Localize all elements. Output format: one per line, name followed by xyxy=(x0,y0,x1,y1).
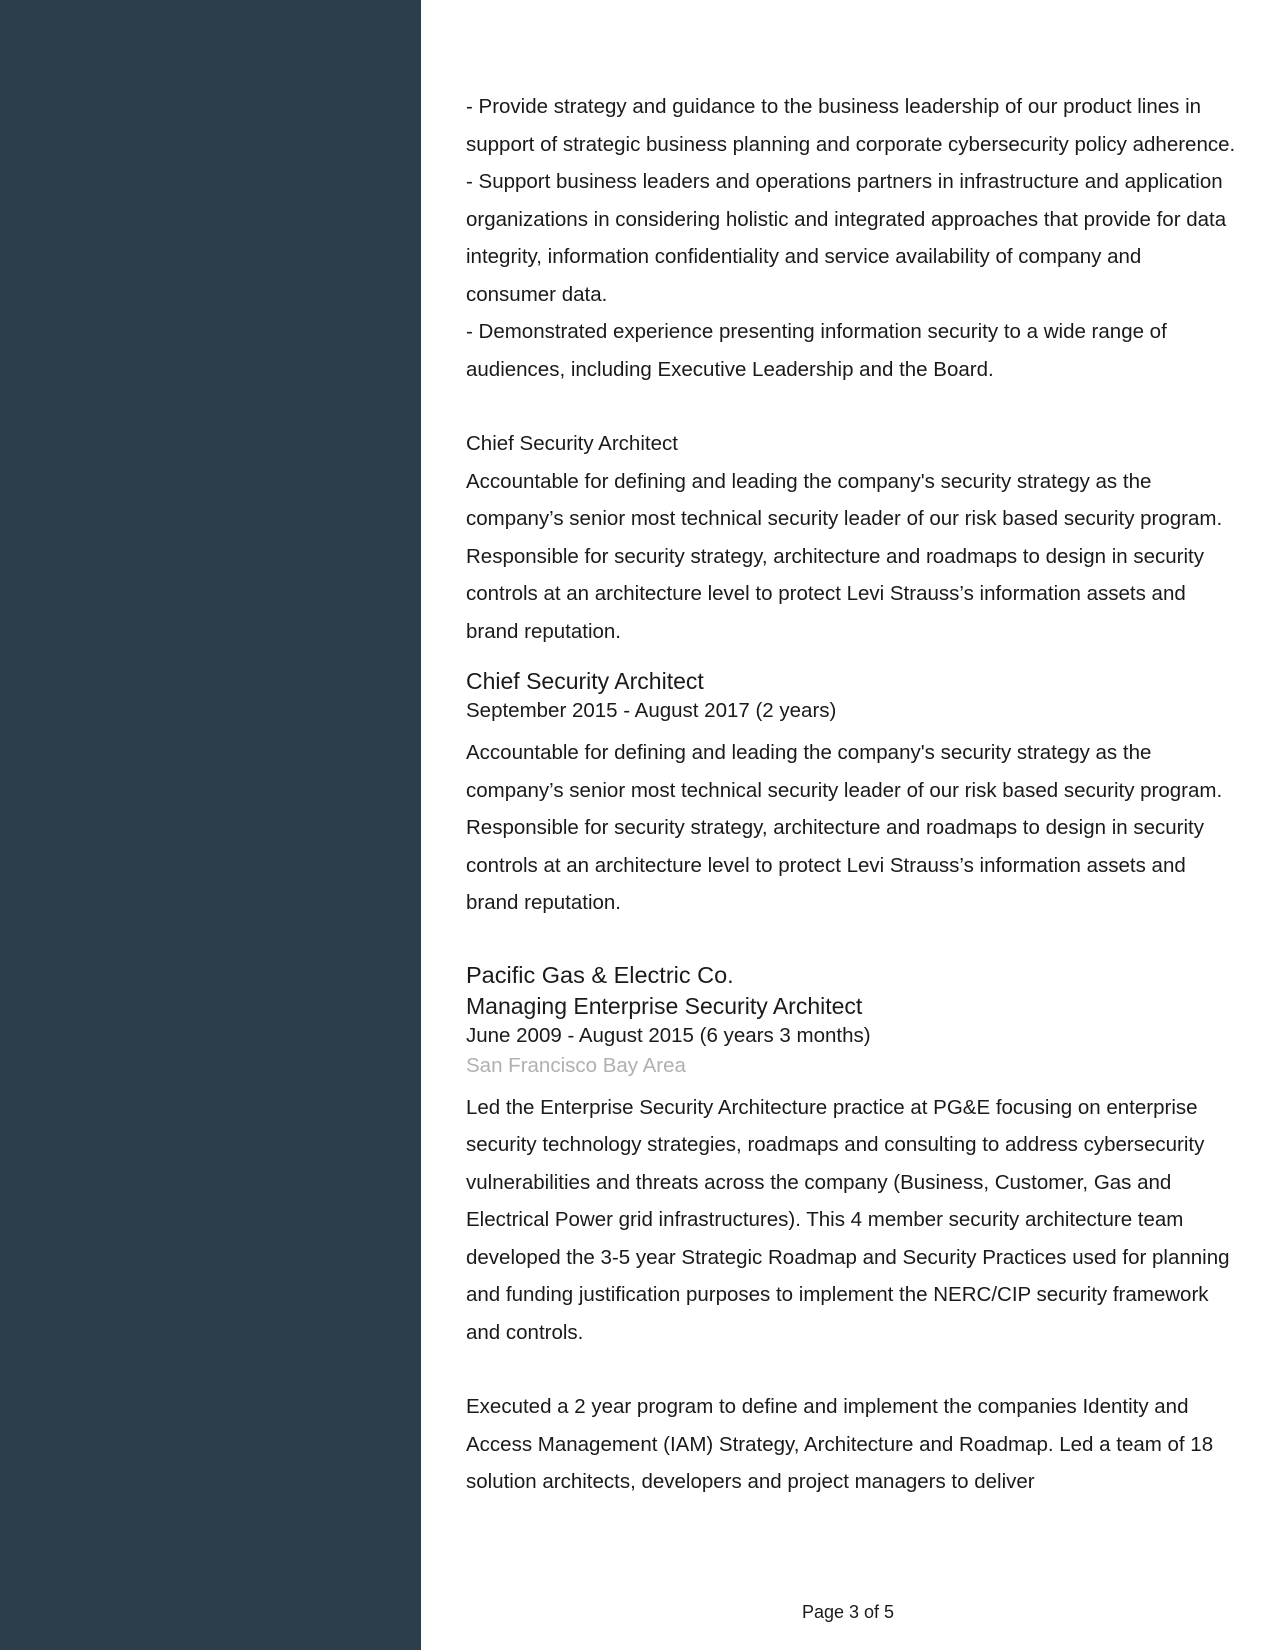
company-entry xyxy=(466,959,1236,1501)
position-description: Led the Enterprise Security Architecture practice at PG&E focusing on enterprise security technology strategies, roadmaps and consulting to address cybersecurity vulnerabilities and threats across the company (Business, Customer, Gas and Electrical Power grid infrastructures). This 4 member security architecture team developed the 3-5 year Strategic Roadmap and Security Practices used for planning and funding justification purposes to implement the NERC/CIP security framework and controls. xyxy=(466,1095,1230,1344)
bullet-item: - Demonstrated experience presenting information security to a wide range of audiences, including Executive Leadership and the Board. xyxy=(466,320,1167,381)
page-number: Page 3 of 5 xyxy=(801,1602,895,1622)
role-title: Chief Security Architect xyxy=(466,432,678,455)
bullet-list xyxy=(466,88,1236,388)
sidebar-panel xyxy=(0,0,421,1650)
position-entry xyxy=(466,666,1236,922)
position-location: San Francisco Bay Area xyxy=(466,1053,686,1077)
role-block xyxy=(466,425,1236,650)
position-dates: June 2009 - August 2015 (6 years 3 months) xyxy=(466,1023,871,1047)
company-name: Pacific Gas & Electric Co. xyxy=(466,961,734,988)
position-title: Managing Enterprise Security Architect xyxy=(466,992,863,1019)
position-dates: September 2015 - August 2017 (2 years) xyxy=(466,699,837,722)
bullet-item: - Provide strategy and guidance to the business leadership of our product lines in support of strategic business planning and corporate cybersecurity policy adherence. xyxy=(466,95,1236,156)
role-description: Accountable for defining and leading the company's security strategy as the company’s senior most technical security leader of our risk based security program. Responsible for security strategy, architecture and roadmaps to design in security controls at an architecture level to protect Levi Strauss’s information assets and brand reputation. xyxy=(466,469,1223,643)
resume-main-content xyxy=(466,88,1236,1501)
position-description-continued: Executed a 2 year program to define and implement the companies Identity and Access Management (IAM) Strategy, Architecture and Roadmap. Led a team of 18 solution architects, developers and project managers to deliver xyxy=(466,1395,1214,1493)
position-title: Chief Security Architect xyxy=(466,668,704,694)
position-description: Accountable for defining and leading the company's security strategy as the company’s senior most technical security leader of our risk based security program. Responsible for security strategy, architecture and roadmaps to design in security controls at an architecture level to protect Levi Strauss’s information assets and brand reputation. xyxy=(466,741,1223,914)
bullet-item: - Support business leaders and operations partners in infrastructure and application organizations in considering holistic and integrated approaches that provide for data integrity, information confidentiality and service availability of company and consumer data. xyxy=(466,170,1227,306)
